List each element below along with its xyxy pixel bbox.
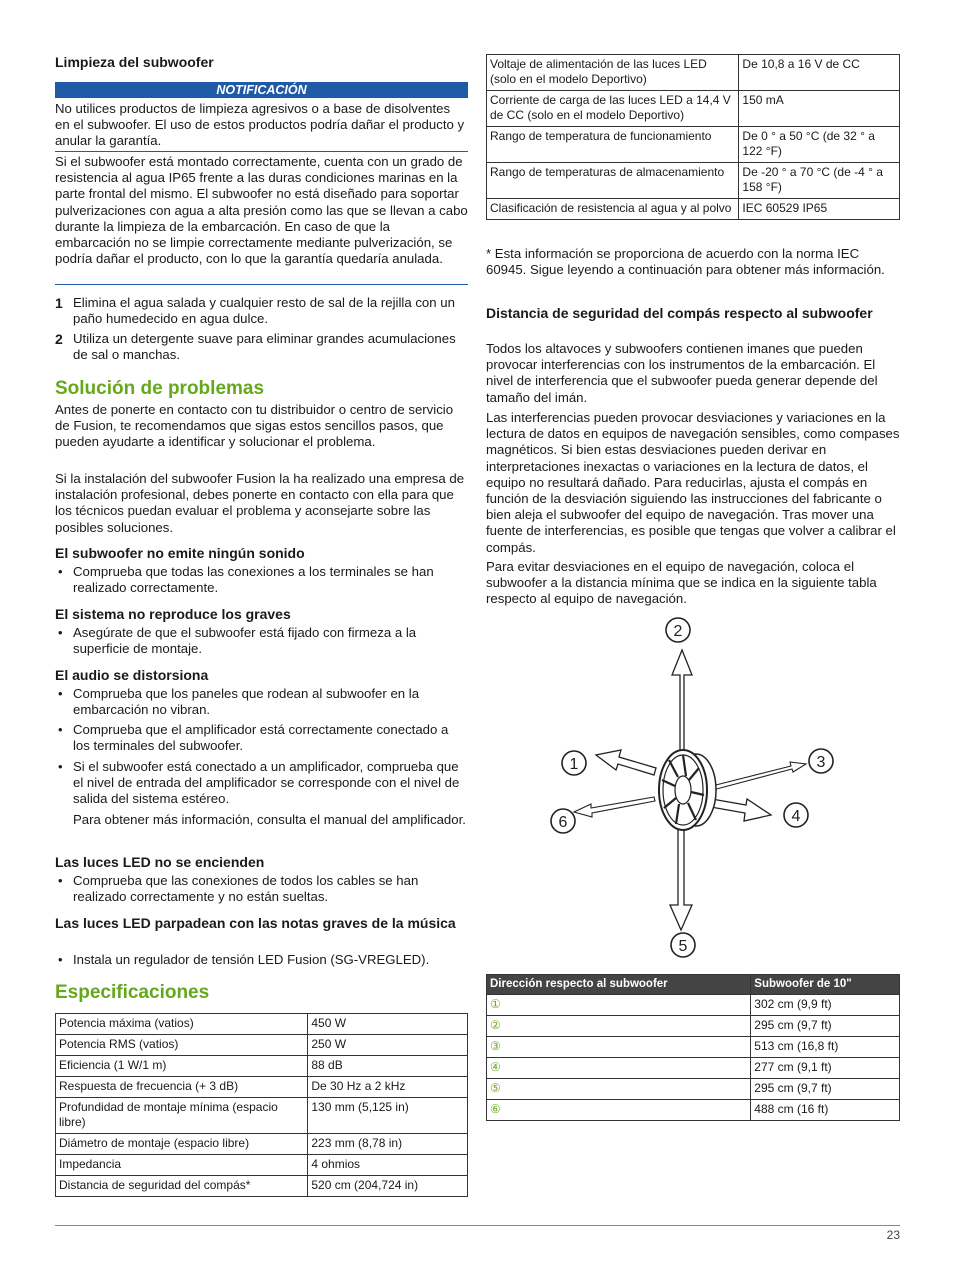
step-number: 2 xyxy=(55,331,63,347)
ip65-paragraph: Si el subwoofer está montado correctamente, cuenta con un grado de resistencia al agua IP65 frente a las duras condiciones marinas en la parte frontal del mismo. El subwoofer no está diseñado para soportar pulverizaciones con agua a alta presión como las que se llevan a cabo durante la limpieza de la embarcación. En caso de que la embarcación no se limpie correctamente mediante pulverización, se podría dañar el producto, con lo que la garantía quedaría anulada. xyxy=(55,154,468,267)
bullet-item: • Comprueba que las conexiones de todos los cables se han realizado correctamente y no están sueltas. xyxy=(58,873,419,905)
distance-table xyxy=(486,974,900,1121)
arrow-up xyxy=(672,650,692,755)
footer-divider xyxy=(55,1225,900,1226)
troubleshooting-intro-1: Antes de ponerte en contacto con tu distribuidor o centro de servicio de Fusion, te recomendamos que sigas estos sencillos pasos, que pueden ayudarte a identificar y solucionar el problema. xyxy=(55,402,454,450)
page-number: 23 xyxy=(886,1228,900,1242)
cleaning-heading: Limpieza del subwoofer xyxy=(55,54,214,70)
specifications-table-continued xyxy=(486,54,900,220)
bullet-item: • Comprueba que todas las conexiones a los terminales se han realizado correctamente. xyxy=(58,564,434,596)
compass-distance-diagram xyxy=(536,610,856,965)
no-bass-heading: El sistema no reproduce los graves xyxy=(55,606,291,622)
step-number: 1 xyxy=(55,295,63,311)
svg-text:4: 4 xyxy=(791,808,801,825)
callout-1 xyxy=(562,751,586,775)
distortion-heading: El audio se distorsiona xyxy=(55,667,209,683)
bullet-item: • Si el subwoofer está conectado a un amplificador, comprueba que el nivel de entrada del amplificador se corresponde con el nivel de salida del sistema estéreo. xyxy=(58,759,460,807)
svg-text:3: 3 xyxy=(816,754,826,771)
callout-3 xyxy=(809,749,833,773)
troubleshooting-intro-2: Si la instalación del subwoofer Fusion la ha realizado una empresa de instalación profesional, debes ponerte en contacto con ella para que los técnicos puedan evaluar el problema y aconsejarte sobre las posibles soluciones. xyxy=(55,471,465,535)
table-row: Voltaje de alimentación de las luces LED (solo en el modelo Deportivo) De 10,8 a 16 V de CC xyxy=(487,55,900,91)
table-row: ① 302 cm (9,9 ft) xyxy=(487,995,900,1016)
table-row: Potencia máxima (vatios) 450 W xyxy=(56,1014,468,1035)
table-row: Rango de temperaturas de almacenamiento De -20 ° a 70 °C (de -4 ° a 158 °F) xyxy=(487,163,900,199)
compass-paragraph-2: Las interferencias pueden provocar desviaciones y variaciones en la lectura de datos en equipos de navegación sensibles, como compases magnéticos. Si bien estas desviaciones pueden derivar en interpretaciones inexactas o variaciones en la lectura de datos, el equipo no resultará dañado. Para reducirlas, ajusta el compás en función de la desviación siguiendo las instrucciones del fabricante o bien aleja el subwoofer del equipo de navegación. Tras mover una fuente de interferencias, es posible que tengas que volver a calibrar el compás. xyxy=(486,410,900,555)
svg-text:5: 5 xyxy=(678,938,688,955)
notice-text: No utilices productos de limpieza agresivos o a base de disolventes en el subwoofer. El uso de estos productos podría dañar el producto y anular la garantía. xyxy=(55,101,465,149)
led-off-heading: Las luces LED no se encienden xyxy=(55,854,265,870)
table-row: Distancia de seguridad del compás* 520 cm (204,724 in) xyxy=(56,1176,468,1197)
table-row: Diámetro de montaje (espacio libre) 223 mm (8,78 in) xyxy=(56,1134,468,1155)
table-header-row: Dirección respecto al subwoofer Subwoofer de 10" xyxy=(487,975,900,995)
table-row: ⑥ 488 cm (16 ft) xyxy=(487,1100,900,1121)
compass-heading: Distancia de seguridad del compás respecto al subwoofer xyxy=(486,305,873,321)
step-text: Elimina el agua salada y cualquier resto de sal de la rejilla con un paño humedecido en agua dulce. xyxy=(73,295,455,327)
table-row: Respuesta de frecuencia (+ 3 dB) De 30 Hz a 2 kHz xyxy=(56,1077,468,1098)
no-sound-heading: El subwoofer no emite ningún sonido xyxy=(55,545,305,561)
table-row: Rango de temperatura de funcionamiento De 0 ° a 50 °C (de 32 ° a 122 °F) xyxy=(487,127,900,163)
table-row: Impedancia 4 ohmios xyxy=(56,1155,468,1176)
callout-5 xyxy=(671,933,695,957)
svg-text:1: 1 xyxy=(569,756,579,773)
arrow-upper-right xyxy=(708,762,806,791)
table-row: Potencia RMS (vatios) 250 W xyxy=(56,1035,468,1056)
subwoofer-drawing xyxy=(659,750,716,830)
bullet-item: • Asegúrate de que el subwoofer está fijado con firmeza a la superficie de montaje. xyxy=(58,625,417,657)
bullet-item: • Comprueba que los paneles que rodean al subwoofer en la embarcación no vibran. xyxy=(58,686,420,718)
table-row: ③ 513 cm (16,8 ft) xyxy=(487,1037,900,1058)
step-1 xyxy=(55,295,468,327)
svg-text:6: 6 xyxy=(558,814,568,831)
specifications-heading: Especificaciones xyxy=(55,982,210,1003)
table-row: Clasificación de resistencia al agua y al polvo IEC 60529 IP65 xyxy=(487,199,900,220)
table-row: Profundidad de montaje mínima (espacio libre) 130 mm (5,125 in) xyxy=(56,1098,468,1134)
callout-6 xyxy=(551,809,575,833)
bullet-item: • Comprueba que el amplificador está correctamente conectado a los terminales del subwoofer. xyxy=(58,722,449,754)
table-row: Corriente de carga de las luces LED a 14,4 V de CC (solo en el modelo Deportivo) 150 mA xyxy=(487,91,900,127)
troubleshooting-heading: Solución de problemas xyxy=(55,378,265,399)
notice-banner: NOTIFICACIÓN xyxy=(55,82,468,98)
callout-4 xyxy=(784,803,808,827)
table-row: ② 295 cm (9,7 ft) xyxy=(487,1016,900,1037)
specifications-table xyxy=(55,1013,468,1197)
notice-divider xyxy=(55,151,468,152)
bullet-item: • Instala un regulador de tensión LED Fusion (SG-VREGLED). xyxy=(58,952,430,967)
compass-paragraph-1: Todos los altavoces y subwoofers contienen imanes que pueden provocar interferencias con los instrumentos de la embarcación. El nivel de interferencia que el subwoofer pueda generar depende del tamaño del imán. xyxy=(486,341,878,405)
spec-footnote: * Esta información se proporciona de acuerdo con la norma IEC 60945. Sigue leyendo a continuación para obtener más información. xyxy=(486,246,885,278)
callout-2 xyxy=(666,618,690,642)
arrow-lower-left xyxy=(574,797,655,817)
arrow-upper-left xyxy=(596,750,656,775)
table-row: ④ 277 cm (9,1 ft) xyxy=(487,1058,900,1079)
svg-text:2: 2 xyxy=(673,623,683,640)
notice-end-divider xyxy=(55,284,468,285)
led-blink-heading: Las luces LED parpadean con las notas graves de la música xyxy=(55,915,456,931)
compass-paragraph-3: Para evitar desviaciones en el equipo de navegación, coloca el subwoofer a la distancia mínima que se indica en la siguiente tabla respecto al equipo de navegación. xyxy=(486,559,877,607)
amplifier-note: Para obtener más información, consulta el manual del amplificador. xyxy=(73,812,466,827)
step-2 xyxy=(55,331,468,363)
arrow-down xyxy=(670,825,692,930)
table-row: Eficiencia (1 W/1 m) 88 dB xyxy=(56,1056,468,1077)
table-row: ⑤ 295 cm (9,7 ft) xyxy=(487,1079,900,1100)
step-text: Utiliza un detergente suave para eliminar grandes acumulaciones de sal o manchas. xyxy=(73,331,456,363)
